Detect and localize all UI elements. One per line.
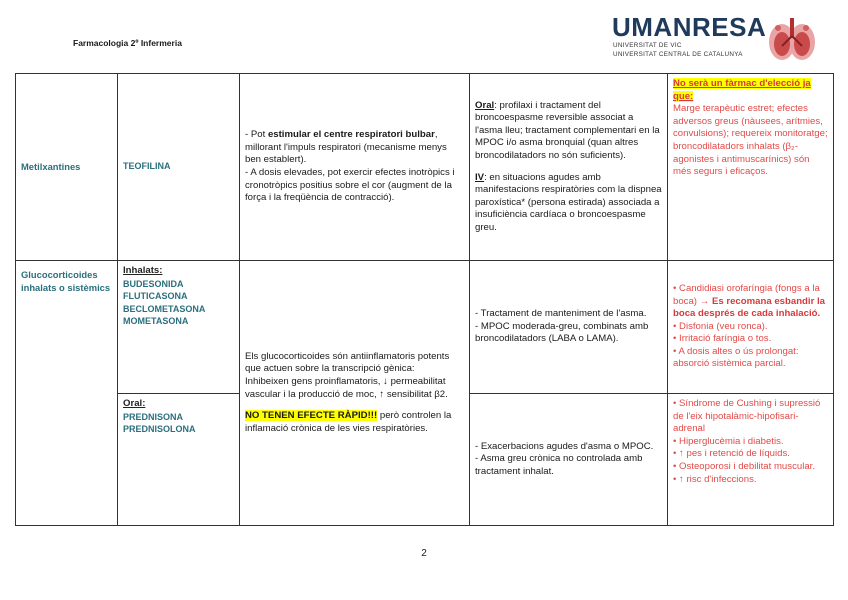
category-cell: Glucocorticoides inhalats o sistèmics: [16, 261, 118, 526]
logo-subtitle-2: UNIVERSITAT CENTRAL DE CATALUNYA: [613, 51, 743, 58]
indication-iv: IV: en situacions agudes amb manifestacions respiratòries com la dispnea paroxística* (persona estirada) associada a insuficiència cardíaca o broncoespasme greu.: [475, 171, 662, 233]
observations-text: Marge terapèutic estret; efectes adversos greus (nàusees, arítmies, convulsions); requereix monitoratge; broncodilatadors inhalats (β₂-agonistes i antimuscarínics) són més segurs i eficaços.: [673, 103, 828, 178]
document-header-title: Farmacologia 2º Infermeria: [73, 38, 182, 48]
drug-cell-oral: [118, 394, 240, 526]
observations-cell: [668, 74, 834, 261]
indication-cell-oral: [470, 394, 668, 526]
mechanism-cell: [240, 261, 470, 526]
lungs-logo-icon: [764, 14, 820, 66]
observation-item: • Síndrome de Cushing i supressió de l'eix hipotalàmic-hipofisari-adrenal: [673, 398, 821, 435]
table-row-glucocorticoides-inhalats: [16, 261, 834, 394]
drug-name: FLUTICASONA: [123, 291, 188, 302]
drug-cell-inhalats: [118, 261, 240, 394]
drug-name: BUDESONIDA: [123, 278, 184, 289]
observation-item: • Candidiasi orofaríngia (fongs a la boca) → Es recomana esbandir la boca després de cada inhalació.: [673, 282, 825, 320]
indication-item: - Asma greu crònica no controlada amb tractament inhalat.: [475, 453, 643, 477]
observation-item: • Osteoporosi i debilitat muscular.: [673, 460, 815, 472]
indication-item: - MPOC moderada-greu, combinats amb broncodilatadors (LABA o LAMA).: [475, 320, 649, 345]
logo-subtitle-1: UNIVERSITAT DE VIC: [613, 42, 682, 49]
route-label-oral: Oral:: [123, 398, 146, 409]
observation-item: • Hiperglucèmia i diabetis.: [673, 435, 784, 447]
page-number: 2: [421, 548, 427, 559]
mechanism-warning: NO TENEN EFECTE RÀPID!!! però controlen la inflamació crònica de les vies respiratòries.: [245, 410, 452, 434]
observations-cell-inhalats: [668, 261, 834, 394]
mechanism-text-2: - A dosis elevades, pot exercir efectes inotròpics i cronotròpics positius sobre el cor (augment de la força i la freqüència de contracció).: [245, 167, 455, 204]
observations-cell-oral: [668, 394, 834, 526]
mechanism-cell: [240, 74, 470, 261]
observation-item: • ↑ pes i retenció de líquids.: [673, 448, 790, 460]
drug-cell: [118, 74, 240, 261]
drug-name: BECLOMETASONA: [123, 303, 206, 314]
drug-name: MOMETASONA: [123, 316, 189, 327]
observation-item: • A dosis altes o ús prolongat: absorció sistèmica parcial.: [673, 345, 799, 370]
indication-item: - Exacerbacions agudes d'asma o MPOC.: [475, 440, 654, 452]
indication-oral: Oral: profilaxi i tractament del broncoespasme reversible associat a l'asma lleu; tractament complementari en la MPOC i/o asma bronquial (quan altres broncodilatadors no són suficients).: [475, 99, 660, 161]
mechanism-text-2: Inhibeixen gens proinflamatoris, ↓ permeabilitat vascular i la producció de moc, ↑ sensibilitat β2.: [245, 375, 448, 400]
observation-item: • Disfonia (veu ronca).: [673, 320, 768, 332]
university-logo: [612, 12, 822, 64]
indication-cell: [470, 74, 668, 261]
observation-item: • Irritació faríngia o tos.: [673, 333, 772, 345]
drug-name: PREDNISOLONA: [123, 424, 196, 435]
logo-wordmark: [612, 12, 766, 43]
logo-name: UMANRESA: [612, 12, 767, 42]
route-label-inhalats: Inhalats:: [123, 265, 163, 276]
indication-item: - Tractament de manteniment de l'asma.: [475, 308, 647, 320]
category-cell: Metilxantines: [16, 74, 118, 261]
indication-cell-inhalats: [470, 261, 668, 394]
observations-title: No serà un fàrmac d'elecció ja que:: [673, 78, 811, 102]
drug-table: [15, 73, 834, 526]
table-row-metilxantines: [16, 74, 834, 261]
mechanism-text-1: - Pot estimular el centre respiratori bulbar, millorant l'impuls respiratori (mecanisme menys ben establert).: [245, 129, 447, 166]
mechanism-text-1: Els glucocorticoides són antiinflamatoris potents que actuen sobre la transcripció gènica:: [245, 350, 450, 375]
drug-name: TEOFILINA: [123, 161, 171, 172]
drug-name: PREDNISONA: [123, 411, 184, 422]
observation-item: • ↑ risc d'infeccions.: [673, 473, 757, 485]
